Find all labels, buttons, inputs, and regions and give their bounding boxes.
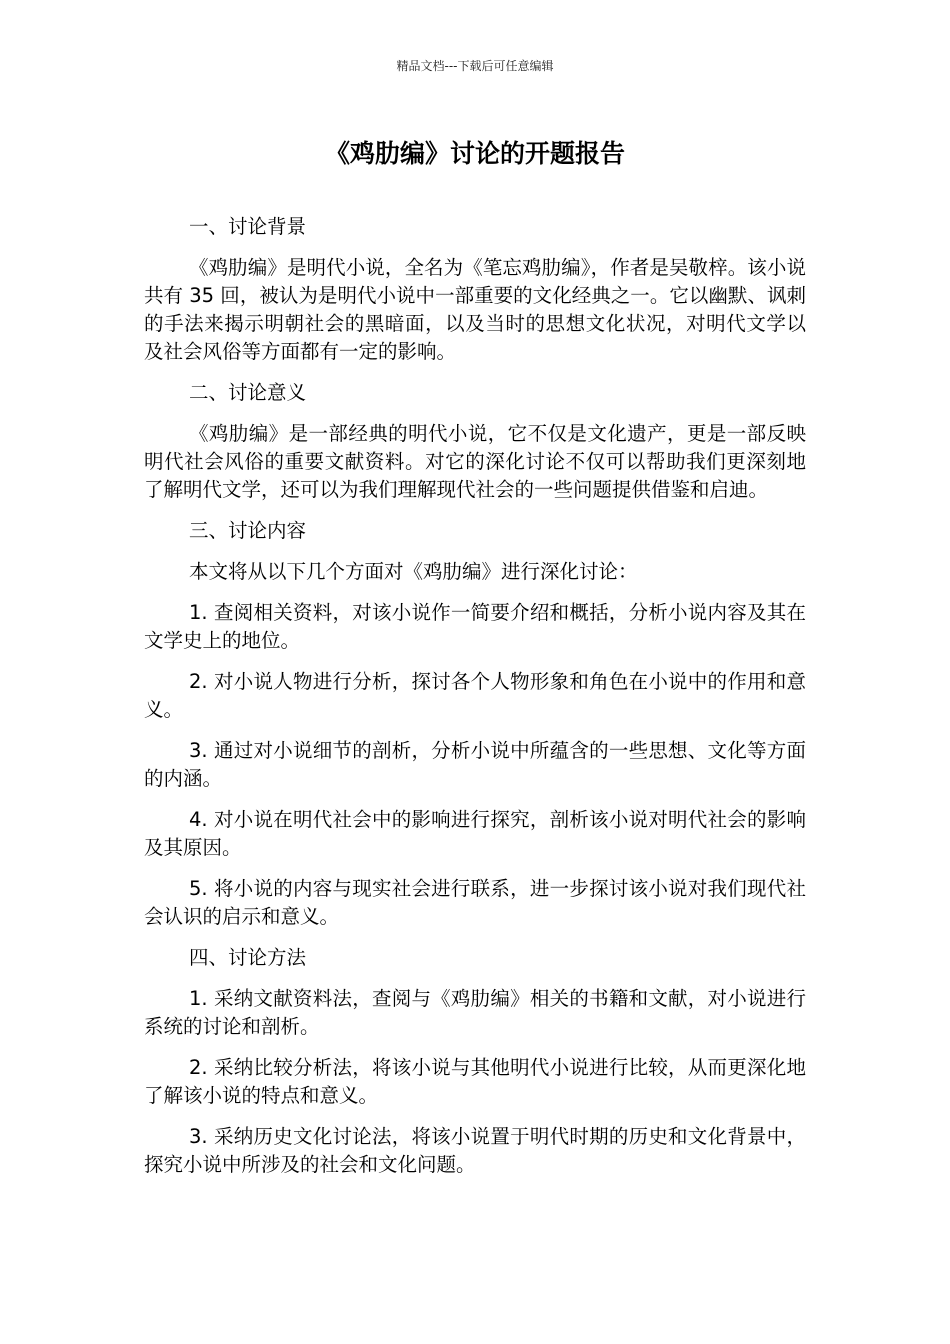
significance-paragraph: 《鸡肋编》是一部经典的明代小说，它不仅是文化遗产，更是一部反映明代社会风俗的重要文献资料。对它的深化讨论不仅可以帮助我们更深刻地了解明代文学，还可以为我们理解现代社会的一些问题提供借鉴和启迪。 (144, 422, 806, 501)
content-item-5: 5. 将小说的内容与现实社会进行联系，进一步探讨该小说对我们现代社会认识的启示和意义。 (144, 877, 806, 928)
content-item-3: 3. 通过对小说细节的剖析，分析小说中所蕴含的一些思想、文化等方面的内涵。 (144, 739, 806, 790)
document-title: 《鸡肋编》讨论的开题报告 (324, 139, 625, 168)
method-item-2: 2. 采纳比较分析法，将该小说与其他明代小说进行比较，从而更深化地了解该小说的特点和意义。 (144, 1056, 806, 1107)
section-heading-background: 一、讨论背景 (189, 215, 307, 238)
document-body (144, 213, 806, 1192)
method-item-1: 1. 采纳文献资料法，查阅与《鸡肋编》相关的书籍和文献，对小说进行系统的讨论和剖析。 (144, 987, 806, 1038)
background-paragraph: 《鸡肋编》是明代小说，全名为《笔忘鸡肋编》，作者是吴敬梓。该小说共有 35 回，被认为是明代小说中一部重要的文化经典之一。它以幽默、讽刺的手法来揭示明朝社会的黑暗面，以及当时的思想文化状况，对明代文学以及社会风俗等方面都有一定的影响。 (144, 256, 806, 363)
method-item-3: 3. 采纳历史文化讨论法，将该小说置于明代时期的历史和文化背景中，探究小说中所涉及的社会和文化问题。 (144, 1125, 806, 1176)
content-item-1: 1. 查阅相关资料，对该小说作一简要介绍和概括，分析小说内容及其在文学史上的地位。 (144, 601, 806, 652)
section-heading-significance: 二、讨论意义 (189, 381, 307, 404)
content-item-4: 4. 对小说在明代社会中的影响进行探究，剖析该小说对明代社会的影响及其原因。 (144, 808, 806, 859)
page-header: 精品文档---下载后可任意编辑 (396, 59, 554, 73)
section-heading-content: 三、讨论内容 (189, 519, 307, 542)
content-item-2: 2. 对小说人物进行分析，探讨各个人物形象和角色在小说中的作用和意义。 (144, 670, 806, 721)
section-heading-methods: 四、讨论方法 (189, 946, 307, 969)
content-intro-paragraph: 本文将从以下几个方面对《鸡肋编》进行深化讨论： (189, 560, 638, 583)
